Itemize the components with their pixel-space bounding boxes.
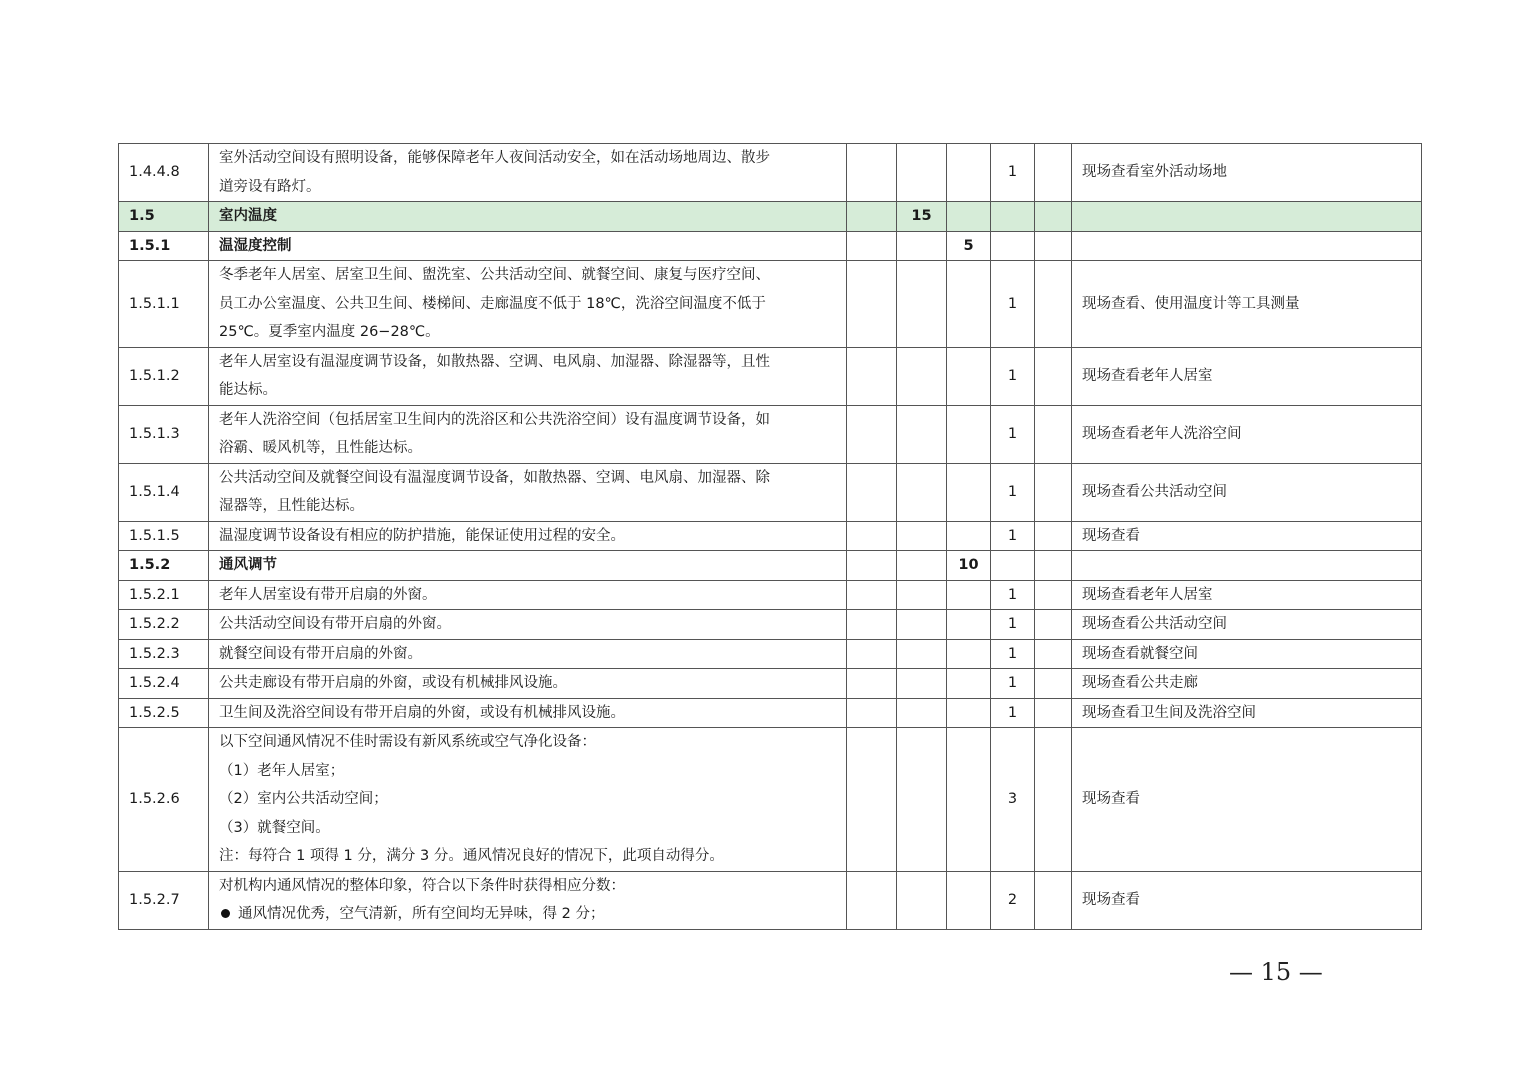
table-row (119, 669, 1422, 699)
score-cell-c5 (1035, 144, 1072, 202)
score-cell-c2: 15 (897, 202, 947, 232)
check-method: 现场查看公共活动空间 (1072, 463, 1422, 521)
content-line: 能达标。 (219, 382, 277, 398)
table-row (119, 144, 1422, 202)
item-content (209, 871, 847, 929)
check-method: 现场查看、使用温度计等工具测量 (1072, 261, 1422, 348)
check-method: 现场查看室外活动场地 (1072, 144, 1422, 202)
content-line: 浴霸、暖风机等，且性能达标。 (219, 440, 422, 456)
score-cell-c1 (847, 202, 897, 232)
score-cell-c4: 1 (991, 405, 1035, 463)
score-cell-c4: 1 (991, 261, 1035, 348)
score-cell-c4: 1 (991, 639, 1035, 669)
bullet-text: 通风情况优秀，空气清新，所有空间均无异味，得 2 分； (238, 906, 605, 922)
content-line: 道旁设有路灯。 (219, 178, 321, 195)
score-cell-c1 (847, 610, 897, 640)
score-cell-c1 (847, 698, 897, 728)
table-row (119, 871, 1422, 929)
score-cell-c5 (1035, 610, 1072, 640)
item-content (209, 521, 847, 551)
bullet-line (219, 900, 838, 929)
check-method: 现场查看卫生间及洗浴空间 (1072, 698, 1422, 728)
score-cell-c2 (897, 261, 947, 348)
score-cell-c1 (847, 580, 897, 610)
table-row (119, 610, 1422, 640)
check-method: 现场查看老年人洗浴空间 (1072, 405, 1422, 463)
evaluation-table (118, 143, 1422, 930)
item-code: 1.5.2.7 (119, 871, 209, 929)
table-row (119, 551, 1422, 581)
score-cell-c2 (897, 521, 947, 551)
content-line: 公共活动空间设有带开启扇的外窗。 (219, 616, 451, 632)
score-cell-c3 (947, 144, 991, 202)
score-cell-c5 (1035, 405, 1072, 463)
score-cell-c4: 3 (991, 728, 1035, 872)
item-code: 1.5.1.4 (119, 463, 209, 521)
content-line: 老年人洗浴空间（包括居室卫生间内的洗浴区和公共洗浴空间）设有温度调节设备，如 (219, 411, 770, 428)
score-cell-c2 (897, 144, 947, 202)
score-cell-c3 (947, 405, 991, 463)
check-method: 现场查看 (1072, 871, 1422, 929)
item-code: 1.5.2.4 (119, 669, 209, 699)
score-cell-c2 (897, 871, 947, 929)
check-method: 现场查看老年人居室 (1072, 347, 1422, 405)
score-cell-c5 (1035, 580, 1072, 610)
content-line: 公共活动空间及就餐空间设有温湿度调节设备，如散热器、空调、电风扇、加湿器、除 (219, 469, 770, 486)
table-row (119, 231, 1422, 261)
score-cell-c3 (947, 347, 991, 405)
check-method (1072, 231, 1422, 261)
check-method: 现场查看 (1072, 521, 1422, 551)
score-cell-c3: 5 (947, 231, 991, 261)
item-content (209, 639, 847, 669)
page-number: — 15 — (1229, 958, 1323, 986)
table-row (119, 580, 1422, 610)
score-cell-c2 (897, 698, 947, 728)
item-content (209, 610, 847, 640)
score-cell-c2 (897, 639, 947, 669)
item-code: 1.5.2.1 (119, 580, 209, 610)
score-cell-c2 (897, 231, 947, 261)
item-content (209, 347, 847, 405)
score-cell-c4: 1 (991, 580, 1035, 610)
score-cell-c3 (947, 669, 991, 699)
item-content (209, 580, 847, 610)
item-code: 1.5.1 (119, 231, 209, 261)
table-row (119, 521, 1422, 551)
score-cell-c1 (847, 551, 897, 581)
item-code: 1.5.2.3 (119, 639, 209, 669)
score-cell-c5 (1035, 202, 1072, 232)
item-code: 1.5.2.2 (119, 610, 209, 640)
table-row (119, 728, 1422, 872)
score-cell-c4: 1 (991, 610, 1035, 640)
table-row (119, 202, 1422, 232)
score-cell-c5 (1035, 728, 1072, 872)
score-cell-c3 (947, 871, 991, 929)
score-cell-c5 (1035, 521, 1072, 551)
content-line: 老年人居室设有温湿度调节设备，如散热器、空调、电风扇、加湿器、除湿器等，且性 (219, 353, 770, 370)
content-line: 对机构内通风情况的整体印象，符合以下条件时获得相应分数： (219, 877, 625, 894)
table-row (119, 698, 1422, 728)
item-content (209, 405, 847, 463)
content-line: 温湿度控制 (219, 237, 292, 254)
score-cell-c4 (991, 202, 1035, 232)
score-cell-c4: 1 (991, 521, 1035, 551)
score-cell-c2 (897, 347, 947, 405)
item-code: 1.5.2 (119, 551, 209, 581)
item-code: 1.5.1.5 (119, 521, 209, 551)
score-cell-c1 (847, 347, 897, 405)
content-line: 以下空间通风情况不佳时需设有新风系统或空气净化设备： (219, 734, 596, 750)
score-cell-c5 (1035, 261, 1072, 348)
check-method: 现场查看公共走廊 (1072, 669, 1422, 699)
score-cell-c3 (947, 202, 991, 232)
score-cell-c4: 1 (991, 463, 1035, 521)
score-cell-c3 (947, 728, 991, 872)
score-cell-c4 (991, 231, 1035, 261)
score-cell-c5 (1035, 463, 1072, 521)
content-line: 通风调节 (219, 557, 277, 573)
item-content (209, 463, 847, 521)
score-cell-c1 (847, 261, 897, 348)
item-code: 1.5.1.1 (119, 261, 209, 348)
content-line: 卫生间及洗浴空间设有带开启扇的外窗，或设有机械排风设施。 (219, 704, 625, 721)
table-row (119, 463, 1422, 521)
content-line: 温湿度调节设备设有相应的防护措施，能保证使用过程的安全。 (219, 527, 625, 544)
item-content (209, 551, 847, 581)
score-cell-c4 (991, 551, 1035, 581)
item-code: 1.5.2.6 (119, 728, 209, 872)
score-cell-c3 (947, 639, 991, 669)
content-line: 25℃。夏季室内温度 26−28℃。 (219, 324, 440, 340)
score-cell-c2 (897, 580, 947, 610)
score-cell-c3 (947, 610, 991, 640)
table-row (119, 261, 1422, 348)
table-body (119, 144, 1422, 930)
score-cell-c1 (847, 639, 897, 669)
score-cell-c2 (897, 551, 947, 581)
score-cell-c3 (947, 261, 991, 348)
check-method: 现场查看公共活动空间 (1072, 610, 1422, 640)
content-line: 湿器等，且性能达标。 (219, 498, 364, 514)
item-content (209, 669, 847, 699)
content-line: （2）室内公共活动空间； (219, 791, 388, 807)
check-method: 现场查看 (1072, 728, 1422, 872)
content-line: 公共走廊设有带开启扇的外窗，或设有机械排风设施。 (219, 675, 567, 691)
content-line: （3）就餐空间。 (219, 819, 330, 836)
table-row (119, 639, 1422, 669)
content-line: 员工办公室温度、公共卫生间、楼梯间、走廊温度不低于 18℃，洗浴空间温度不低于 (219, 295, 766, 312)
item-content (209, 728, 847, 872)
score-cell-c5 (1035, 698, 1072, 728)
score-cell-c3 (947, 521, 991, 551)
table-row (119, 405, 1422, 463)
item-code: 1.5.2.5 (119, 698, 209, 728)
score-cell-c5 (1035, 347, 1072, 405)
item-content (209, 144, 847, 202)
score-cell-c1 (847, 231, 897, 261)
score-cell-c4: 1 (991, 669, 1035, 699)
table-row (119, 347, 1422, 405)
score-cell-c2 (897, 463, 947, 521)
item-content (209, 202, 847, 232)
score-cell-c5 (1035, 639, 1072, 669)
check-method: 现场查看老年人居室 (1072, 580, 1422, 610)
score-cell-c3 (947, 580, 991, 610)
score-cell-c4: 2 (991, 871, 1035, 929)
score-cell-c5 (1035, 871, 1072, 929)
score-cell-c2 (897, 669, 947, 699)
score-cell-c1 (847, 669, 897, 699)
content-line: 老年人居室设有带开启扇的外窗。 (219, 586, 437, 603)
score-cell-c3 (947, 698, 991, 728)
item-code: 1.4.4.8 (119, 144, 209, 202)
item-code: 1.5.1.3 (119, 405, 209, 463)
content-line: 就餐空间设有带开启扇的外窗。 (219, 645, 422, 662)
item-code: 1.5.1.2 (119, 347, 209, 405)
check-method (1072, 202, 1422, 232)
item-content (209, 261, 847, 348)
bullet-icon (221, 909, 230, 918)
score-cell-c4: 1 (991, 698, 1035, 728)
content-line: （1）老年人居室； (219, 762, 345, 779)
score-cell-c1 (847, 521, 897, 551)
item-content (209, 698, 847, 728)
score-cell-c4: 1 (991, 347, 1035, 405)
item-code: 1.5 (119, 202, 209, 232)
item-content (209, 231, 847, 261)
score-cell-c5 (1035, 551, 1072, 581)
score-cell-c3: 10 (947, 551, 991, 581)
content-line: 注：每符合 1 项得 1 分，满分 3 分。通风情况良好的情况下，此项自动得分。 (219, 848, 724, 864)
check-method (1072, 551, 1422, 581)
content-line: 室内温度 (219, 208, 277, 224)
score-cell-c2 (897, 405, 947, 463)
score-cell-c2 (897, 728, 947, 872)
score-cell-c1 (847, 728, 897, 872)
score-cell-c2 (897, 610, 947, 640)
score-cell-c3 (947, 463, 991, 521)
score-cell-c1 (847, 871, 897, 929)
check-method: 现场查看就餐空间 (1072, 639, 1422, 669)
score-cell-c5 (1035, 231, 1072, 261)
content-line: 室外活动空间设有照明设备，能够保障老年人夜间活动安全，如在活动场地周边、散步 (219, 150, 770, 166)
score-cell-c5 (1035, 669, 1072, 699)
score-cell-c1 (847, 144, 897, 202)
score-cell-c1 (847, 463, 897, 521)
score-cell-c1 (847, 405, 897, 463)
content-line: 冬季老年人居室、居室卫生间、盥洗室、公共活动空间、就餐空间、康复与医疗空间、 (219, 267, 770, 283)
score-cell-c4: 1 (991, 144, 1035, 202)
